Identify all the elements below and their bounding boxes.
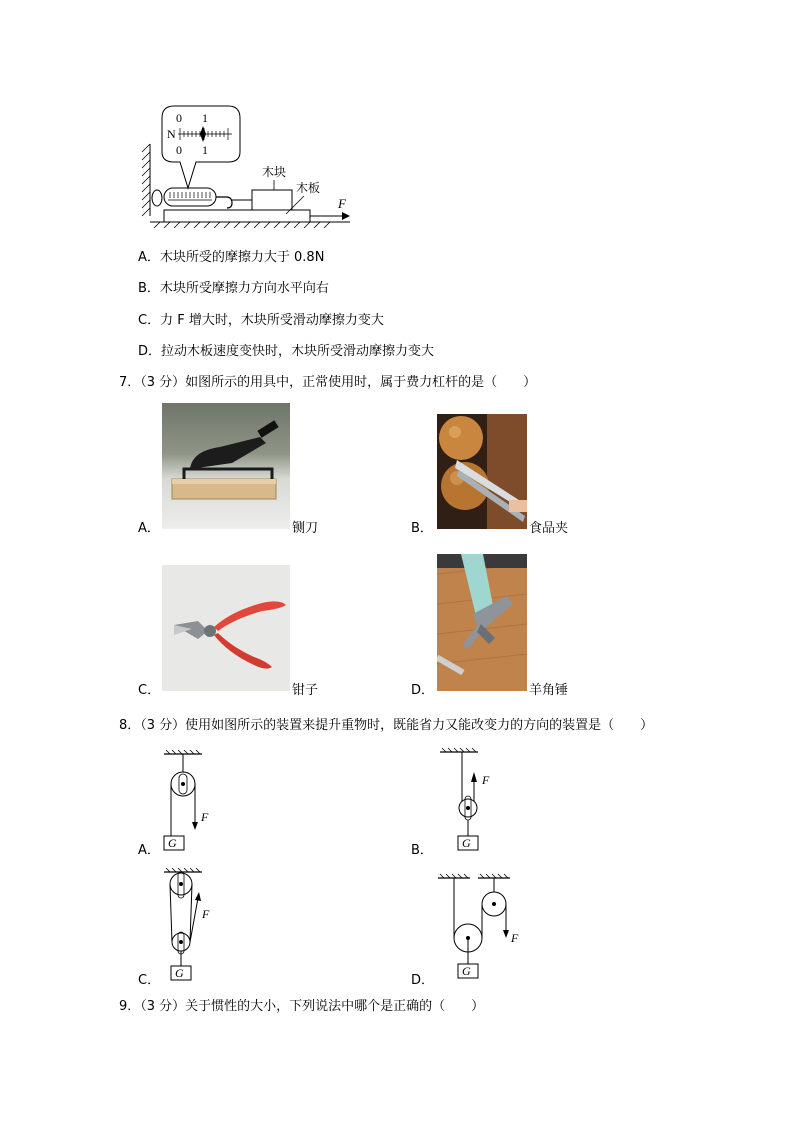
q6-option-d: D．拉动木板速度变快时，木块所受滑动摩擦力变大 [138, 344, 435, 359]
q8c-force-label: F [202, 907, 210, 921]
q7-option-d-label: 羊角锤 [529, 683, 569, 698]
q8a-force-label: F [201, 810, 209, 824]
spring-scale-figure [140, 104, 370, 228]
pulley-diagram-d [436, 872, 536, 984]
q9-stem: 9．（3 分）关于惯性的大小，下列说法中哪个是正确的（ ） [119, 999, 485, 1014]
q8-option-c: C． [138, 973, 161, 988]
q7-option-a-letter: A． [138, 521, 160, 536]
q8b-weight-label: G [462, 836, 471, 850]
q7-option-b-label: 食品夹 [529, 521, 569, 536]
q8d-force-label: F [511, 931, 519, 945]
scale-top-0: 0 [176, 111, 182, 125]
q6-option-a: A．木块所受的摩擦力大于 0.8N [138, 250, 325, 265]
q7-option-c-label: 钳子 [292, 683, 319, 698]
guillotine-knife-image [162, 403, 290, 529]
force-f-label: F [338, 196, 346, 211]
scale-bottom-1: 1 [202, 143, 208, 157]
q7-option-c-letter: C． [138, 683, 161, 698]
scale-unit-n: N [167, 127, 176, 141]
scale-top-1: 1 [202, 111, 208, 125]
q8b-force-label: F [482, 773, 490, 787]
q6-option-c: C．力 F 增大时，木块所受滑动摩擦力变大 [138, 313, 384, 328]
q8d-weight-label: G [462, 964, 471, 978]
q8-stem: 8．（3 分）使用如图所示的装置来提升重物时，既能省力又能改变力的方向的装置是（ ） [119, 718, 654, 733]
q8a-weight-label: G [168, 836, 177, 850]
board-label: 木板 [296, 181, 321, 195]
pliers-image [162, 565, 290, 691]
pulley-diagram-a [158, 750, 228, 854]
q8-option-b: B． [411, 843, 433, 858]
pulley-diagram-c [160, 868, 230, 984]
q8c-weight-label: G [175, 966, 184, 980]
scale-bottom-0: 0 [176, 143, 182, 157]
claw-hammer-image [437, 554, 527, 691]
q7-stem: 7．（3 分）如图所示的用具中，正常使用时，属于费力杠杆的是（ ） [119, 375, 537, 390]
q7-option-d-letter: D． [411, 683, 435, 698]
q7-option-a-label: 铡刀 [292, 521, 319, 536]
q6-option-b: B．木块所受摩擦力方向水平向右 [138, 281, 329, 296]
q8-option-a: A． [138, 843, 160, 858]
q7-option-b-letter: B． [411, 521, 433, 536]
food-tongs-image [437, 414, 527, 529]
pulley-diagram-b [436, 746, 506, 854]
q8-option-d: D． [411, 973, 435, 988]
block-label: 木块 [262, 165, 287, 179]
